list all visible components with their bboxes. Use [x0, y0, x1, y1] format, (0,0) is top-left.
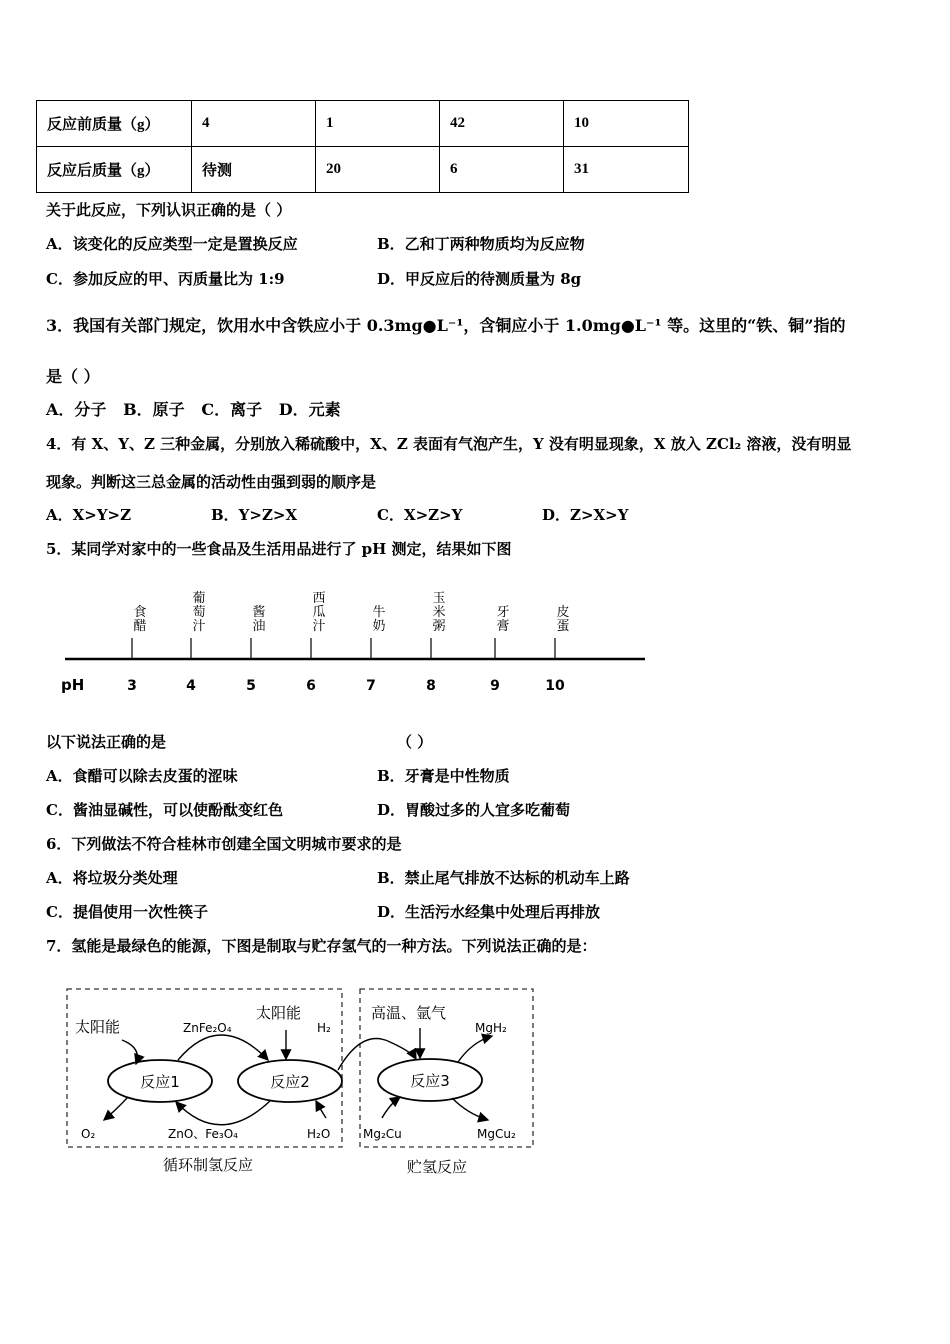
ph-tick-value: 3	[127, 678, 137, 694]
ph-tick-value: 7	[366, 678, 376, 694]
table-cell: 待测	[192, 147, 316, 193]
table-cell: 反应后质量（g）	[37, 147, 192, 193]
hydrogen-cycle-diagram	[60, 980, 550, 1185]
q7-stem: 7．氢能是最绿色的能源，下图是制取与贮存氢气的一种方法。下列说法正确的是：	[46, 937, 597, 955]
mgcu2-label: MgCu₂	[477, 1127, 516, 1141]
table-cell: 31	[564, 147, 689, 193]
table-cell: 4	[192, 101, 316, 147]
reaction-3-label: 反应3	[410, 1072, 450, 1090]
ph-item-label: 牛奶	[372, 605, 386, 634]
table-cell: 42	[440, 101, 564, 147]
table-row	[37, 101, 689, 147]
q2-option-d: D．甲反应后的待测质量为 8g	[377, 270, 582, 288]
sun-label-1: 太阳能	[75, 1018, 121, 1036]
cycle-caption: 循环制氢反应	[162, 1156, 254, 1174]
ph-item-label: 酱油	[252, 605, 266, 634]
q3-options: A．分子 B．原子 C．离子 D．元素	[46, 400, 341, 419]
q2-stem: 关于此反应，下列认识正确的是（ ）	[46, 201, 292, 219]
table-row	[37, 147, 689, 193]
q5-option-c: C．酱油显碱性，可以使酚酞变红色	[46, 801, 283, 819]
q6-option-d: D．生活污水经集中处理后再排放	[377, 903, 601, 921]
h2-label: H₂	[317, 1021, 331, 1035]
high-temp-label: 高温、氩气	[371, 1004, 447, 1022]
q5-ask: 以下说法正确的是	[46, 733, 167, 751]
q4-line1: 4．有 X、Y、Z 三种金属，分别放入稀硫酸中，X、Z 表面有气泡产生，Y 没有明显现象，X 放入 ZCl₂ 溶液，没有明显	[46, 435, 852, 453]
mgh2-label: MgH₂	[475, 1021, 507, 1035]
o2-label: O₂	[81, 1127, 96, 1141]
q5-stem: 5．某同学对家中的一些食品及生活用品进行了 pH 测定，结果如下图	[46, 540, 512, 558]
table-cell: 10	[564, 101, 689, 147]
reaction-2-label: 反应2	[270, 1073, 310, 1091]
q6-stem: 6．下列做法不符合桂林市创建全国文明城市要求的是	[46, 835, 402, 853]
ph-tick-value: 10	[545, 678, 565, 694]
arrow-r2-to-r1	[176, 1101, 270, 1125]
q6-option-a: A．将垃圾分类处理	[46, 869, 178, 887]
q2-option-b: B．乙和丁两种物质均为反应物	[377, 235, 585, 253]
ph-tick-value: 9	[490, 678, 500, 694]
q5-option-a: A．食醋可以除去皮蛋的涩味	[46, 767, 238, 785]
ph-item-label: 西瓜汁	[312, 591, 326, 634]
q5-option-d: D．胃酸过多的人宜多吃葡萄	[377, 801, 571, 819]
q4-option-c: C．X>Z>Y	[377, 506, 463, 524]
ph-tick-value: 4	[186, 678, 196, 694]
h2o-label: H₂O	[307, 1127, 331, 1141]
mg2cu-label: Mg₂Cu	[363, 1127, 402, 1141]
arrow-mg2cu-to-r3	[382, 1097, 400, 1118]
q3-line2: 是（ ）	[46, 367, 100, 386]
ph-scale-figure	[55, 572, 655, 700]
arrow-r3-to-mgcu2	[452, 1098, 488, 1120]
arrow-r1-to-r2	[178, 1035, 268, 1060]
arrow-r3-to-mgh2	[458, 1036, 492, 1062]
q4-option-b: B．Y>Z>X	[211, 506, 298, 524]
znfe2o4-label: ZnFe₂O₄	[183, 1021, 232, 1035]
table-cell: 20	[316, 147, 440, 193]
zno-fe3o4-label: ZnO、Fe₃O₄	[168, 1127, 238, 1141]
q4-option-a: A．X>Y>Z	[46, 506, 132, 524]
ph-axis-label: pH	[61, 676, 85, 694]
ph-tick-value: 8	[426, 678, 436, 694]
table-cell: 反应前质量（g）	[37, 101, 192, 147]
arrow-r1-to-o2	[104, 1097, 128, 1120]
q4-line2: 现象。判断这三总金属的活动性由强到弱的顺序是	[46, 473, 377, 491]
ph-item-label: 玉米粥	[432, 591, 446, 634]
reaction-1-label: 反应1	[140, 1073, 180, 1091]
table-cell: 1	[316, 101, 440, 147]
ph-item-label: 葡萄汁	[192, 591, 206, 634]
q2-option-a: A．该变化的反应类型一定是置换反应	[46, 235, 298, 253]
q5-paren: （ ）	[397, 733, 433, 751]
table-cell: 6	[440, 147, 564, 193]
q6-option-c: C．提倡使用一次性筷子	[46, 903, 208, 921]
arrow-sun-to-r1	[122, 1040, 137, 1064]
q4-option-d: D．Z>X>Y	[542, 506, 629, 524]
ph-item-label: 皮蛋	[556, 605, 570, 634]
arrow-h2o-to-r2	[316, 1101, 326, 1118]
ph-tick-value: 6	[306, 678, 316, 694]
ph-tick-value: 5	[246, 678, 256, 694]
ph-ticks	[127, 591, 569, 694]
mass-table	[36, 100, 689, 193]
q5-option-b: B．牙膏是中性物质	[377, 767, 510, 785]
q6-option-b: B．禁止尾气排放不达标的机动车上路	[377, 869, 630, 887]
sun-label-2: 太阳能	[256, 1004, 302, 1022]
q3-line1: 3．我国有关部门规定，饮用水中含铁应小于 0.3mg●L⁻¹，含铜应小于 1.0mg●L⁻¹ 等。这里的“铁、铜”指的	[46, 316, 846, 335]
ph-item-label: 牙膏	[496, 605, 510, 634]
ph-item-label: 食醋	[133, 605, 147, 634]
storage-caption: 贮氢反应	[406, 1158, 468, 1176]
q2-option-c: C．参加反应的甲、丙质量比为 1:9	[46, 270, 285, 288]
